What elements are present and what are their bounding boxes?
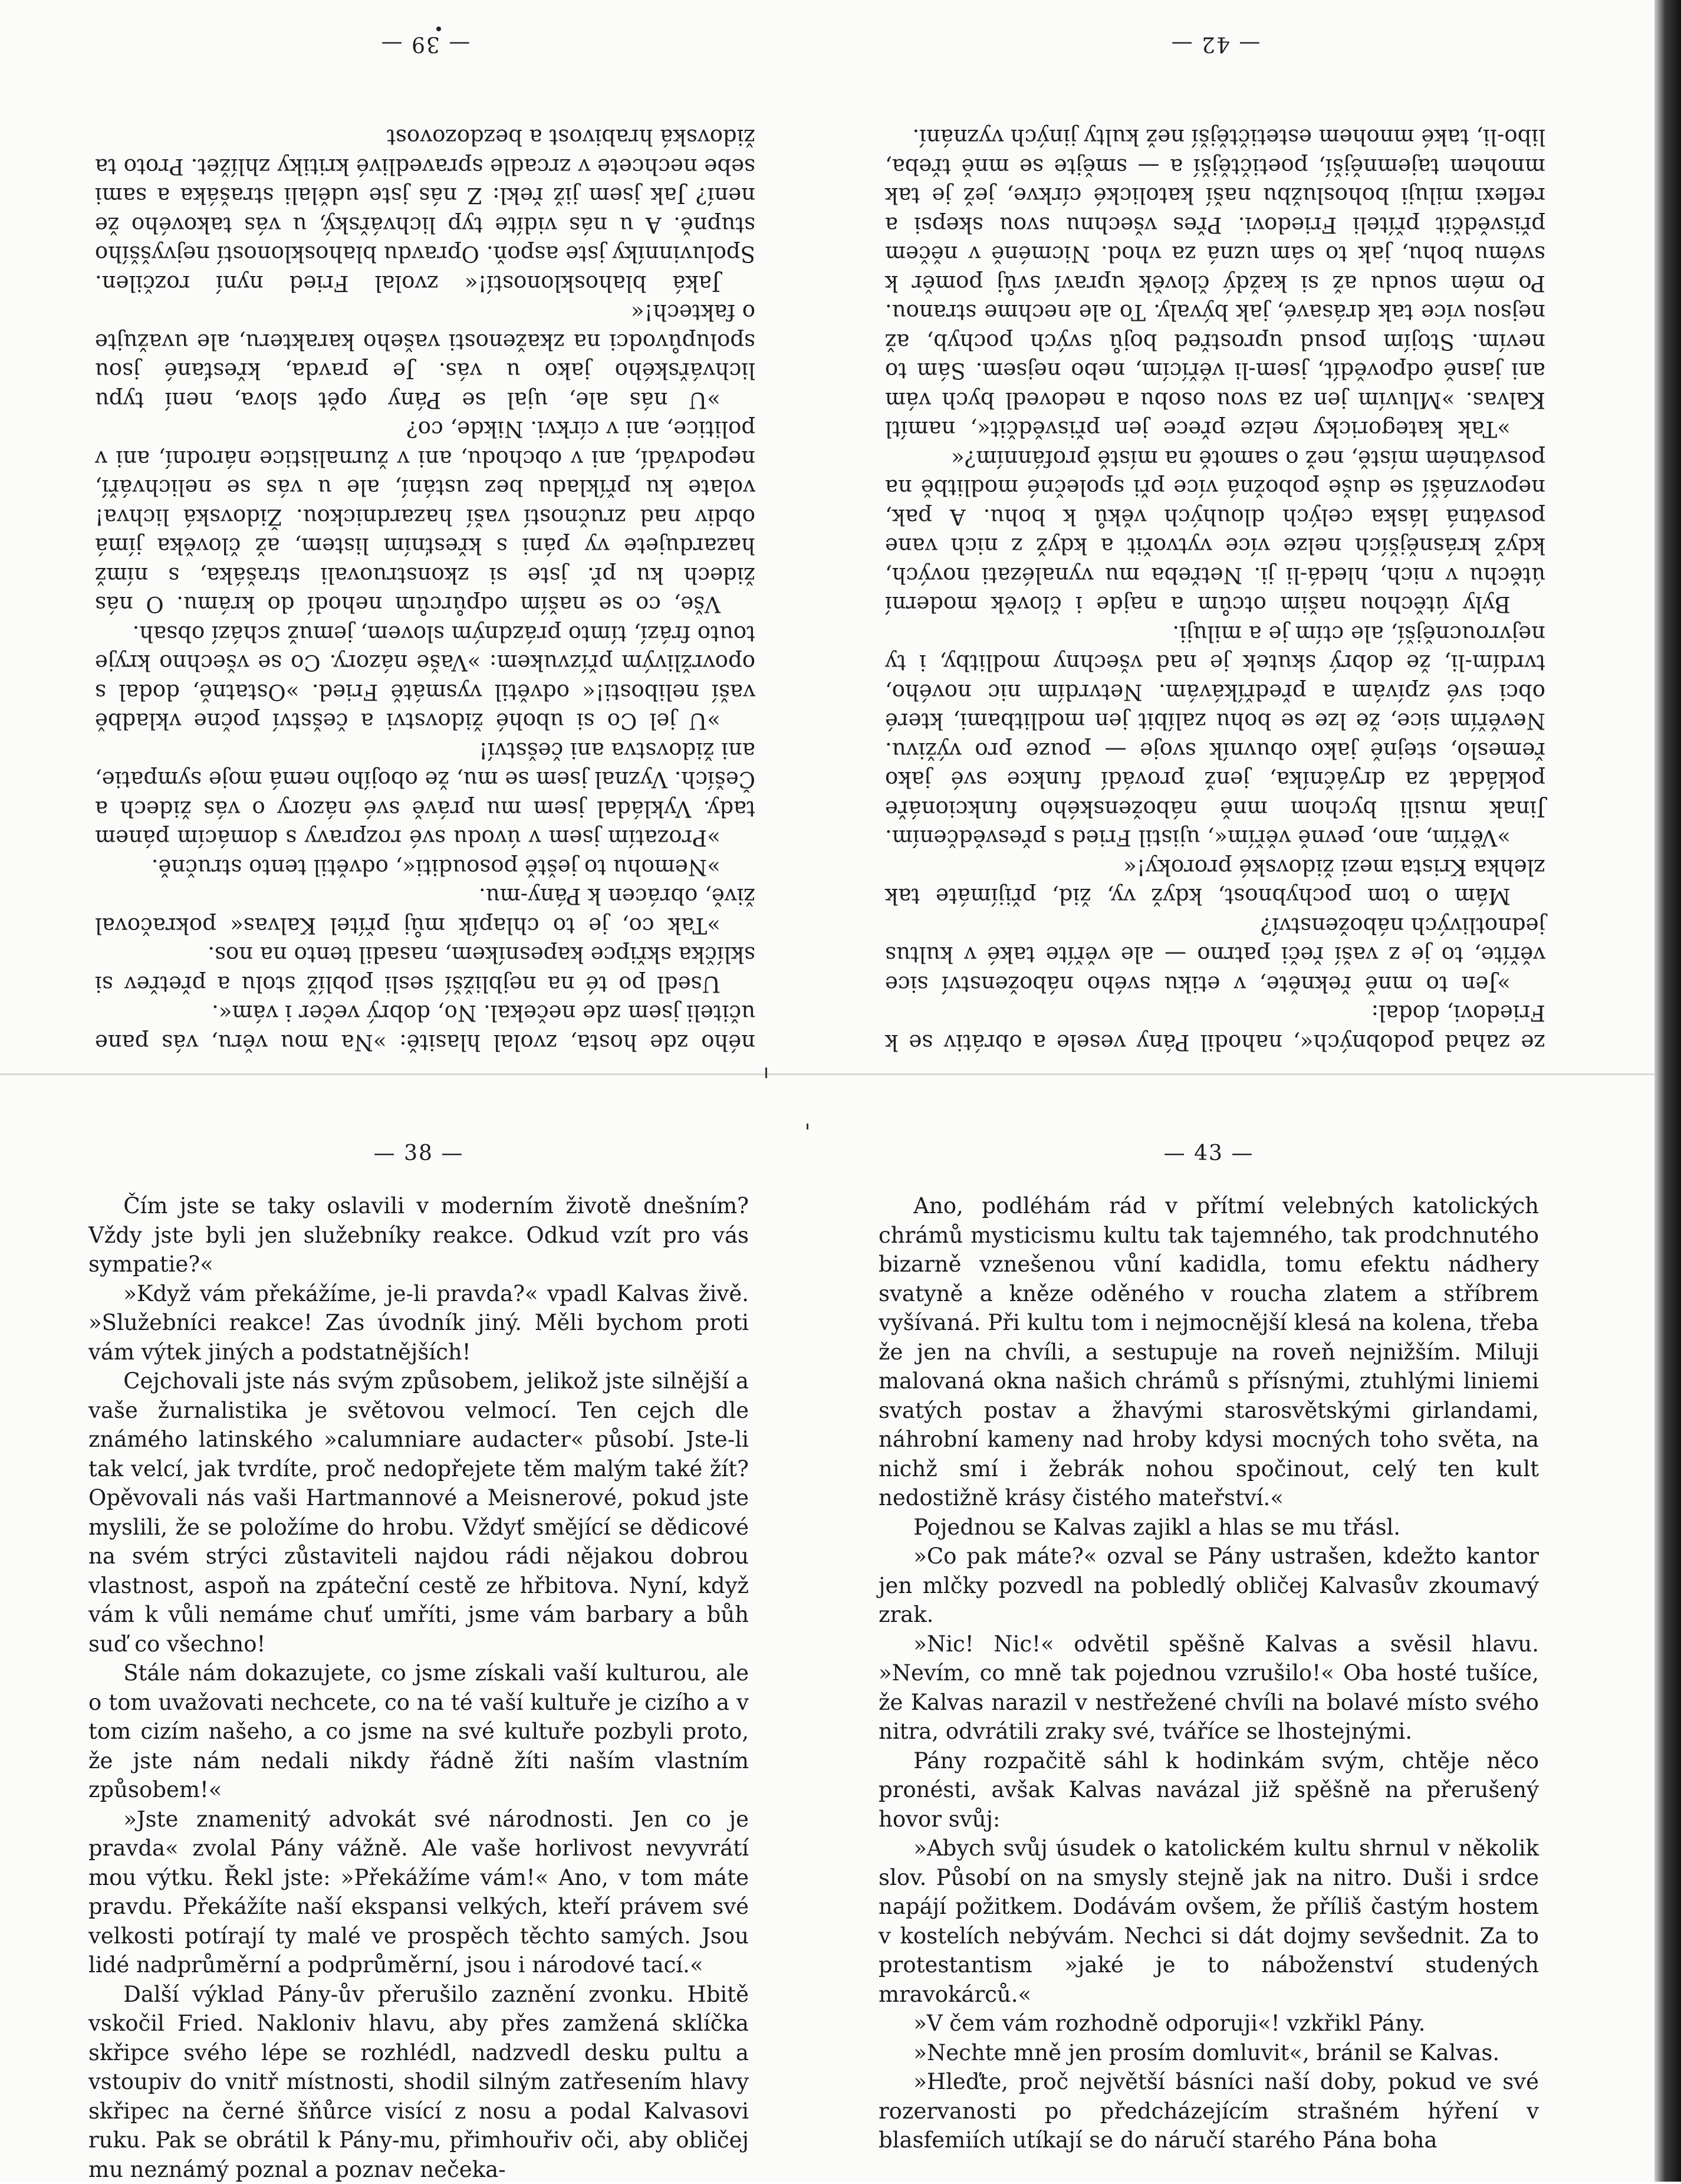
page-42-paragraph: »Věřím, ano, pevně věřím«, ujistil Fried s přesvědčením. Jinak musili bychom mně náboženského funkcionáře pokládat za dryáčníka, jenž provádí funkce své jako řemeslo, stejně jako obuvník svoje — pouze pro výživu. Nevěřím sice, že lze se bohu zalíbit jen modlitbami, které obci své zpívám a předříkávám. Netvrdím nic nového, tvrdím-li, že dobrý skutek je nad všechny modlitby, i ty nejvroucnější, ale ctím je a miluji. [885,619,1545,853]
page-39-paragraph: Jaká blahoskloností!« zvolal Fried nyní rozčilen. Spoluvinníky jste aspoň. Opravdu blahoskloností nejvyššího stupně. A u nás vidíte typ lichvářský, u vás takového že není? Jak jsem již řekl: Z nás jste udělali strašáka a sami sebe nechcete v zrcadle spravedlivé kritiky zhlížet. Proto ta židovská hrabivost a bezdozovost [95,123,755,298]
page-39-paragraph: »Prozatím jsem v úvodu své rozpravy s domácím pánem tady. Vykládal jsem mu právě své názory o vás židech a Češích. Vyznal jsem se mu, že obojího nemá moje sympatie, ani židovstva ani češství! [95,736,755,853]
page-38-paragraph: »Když vám překážíme, je-li pravda?« vpadl Kalvas živě. »Služebníci reakce! Zas úvodník jiný. Měli bychom proti vám výtek jiných a podstatnějších! [88,1279,749,1367]
page-39-paragraph: »U jel Co si ubohé židovstvi a češství počne vkladbě vaší nelibosti!« odvětil vysmátě Fried. »Ostatně, dodal s opovržlivým přízvukem: »Vaše názory. Co se všechno kryje touto frází, tímto prázdným slovem, jemuž schází obsah. [95,619,755,736]
scanner-edge-shadow [1654,0,1681,2182]
page-43-paragraph: »Hleďte, proč největší básníci naší doby, pokud ve své rozervanosti po předcházejícím strašném hýření v blasfemiích utíkají se do náručí starého Pána boha [879,2067,1539,2155]
page-43-paragraph: »V čem vám rozhodně odporuji«! vzkřikl Pány. [879,2009,1539,2038]
page-39-paragraph: Vše, co se naším odpůrcům nehodí do krámu. O nás židech ku př. jste si zkonstruovali strašáka, s nímž hazardujete vy páni s křesťním listem, až člověka jímá obdiv nad zručností vaší hazardnickou. Židovská lichva! volate ku příkladu bez ustání, ale u vás se nelichváří, nepodvádí, ani v obchodu, ani v žurnalistice národní, ani v politice, ani v církvi. Nikde, co? [95,415,755,619]
page-43-paragraph: Ano, podléhám rád v přítmí velebných katolických chrámů mysticismu kultu tak tajemného, tak prodchnutého bizarně vznešenou vůní kadidla, tomu efektu nádhery svatyně a kněze oděného v roucha zlatem a stříbrem vyšívaná. Při kultu tom i nejmocnější klesá na kolena, třeba že jen na chvíli, a sestupuje na roveň nejnižším. Miluji malovaná okna našich chrámů s přísnými, ztuhlými liniemi svatých postav a žhavými starosvětskými girlandami, náhrobní kameny nad hroby kdysi mocných toho světa, na nichž smí i žebrák nohou spočinout, celý ten kult nedostižně krásy čistého mateřství.« [879,1191,1539,1513]
upper-half-upside-down [0,0,1654,1073]
page-38-paragraph: Další výklad Pány-ův přerušilo zaznění zvonku. Hbitě vskočil Fried. Nakloniv hlavu, aby přes zamžená sklíčka skřipce svého lépe se rozhlédl, nadzvedl desku pultu a vstoupiv do vnitř místnosti, shodil silným zatřesením hlavy skřipec na černé šňůrce visící z nosu a podal Kalvasovi ruku. Pak se obrátil k Pány-mu, přimhouřiv oči, aby obličej mu neznámý poznal a poznav nečeka- [88,1980,749,2184]
page-38-paragraph: Čím jste se taky oslavili v moderním životě dnešním? Vždy jste byli jen služebníky reakce. Odkud vzít pro vás sympatie?« [88,1191,749,1279]
page-39-text [95,123,755,1057]
ink-speck [436,27,441,31]
page-42-paragraph: Byly útěchou našim otcům a najde i člověk moderní útěchu v nich, hledá-li ji. Netřeba mu vynalézati nových, když krásnějších nelze více vytvořit a když z nich vane posvátná láska celých dlouhých věků k bohu. A pak, nepovznáší se duše pobožná více při společné modlitbě na posvátném místě, než o samotě na místě profánním?« [885,444,1545,619]
page-38-paragraph: Stále nám dokazujete, co jsme získali vaší kulturou, ale o tom uvažovati nechcete, co na té vaší kultuře je cizího a v tom cizím našeho, a co jsme na své kultuře pozbyli proto, že jste nám nedali nikdy řádně žíti naším vlastním způsobem!« [88,1658,749,1805]
page-39-paragraph: Usedl po té na nejbližší sesli poblíž stolu a přetřev si sklíčka skřipce kapesníkem, nasadil tento na nos. [95,940,755,999]
page-42-paragraph: ze zahad podobných«, nahodil Pány vesele a obrátiv se k Friedovi, dodal: [885,999,1545,1057]
page-38-paragraph: Cejchovali jste nás svým způsobem, jelikož jste silnější a vaše žurnalistika je světovou velmocí. Ten cejch dle známého latinského »calumniare audacter« působí. Jste-li tak velcí, jak tvrdíte, proč nedopřejete těm malým také žít? Opěvovali nás vaši Hartmannové a Meisnerové, pokud jste myslili, že se položíme do hrobu. Vždyť smějící se dědicové na svém strýci zůstaviteli najdou rádi nějakou dobrou vlastnost, aspoň na zpáteční cestě ze hřbitova. Nyní, když vám k vůli nemáme chuť umříti, jsme vám barbary a bůh suď co všechno! [88,1367,749,1658]
page-number-39: — 39 — [95,32,755,56]
page-43-text [879,1191,1539,2155]
page-38-text [88,1191,749,2184]
page-39-paragraph: »Tak co, je to chlapík můj přítel Kalvas« pokračoval živě, obrácen k Pány-mu. [95,882,755,940]
page-number-38: — 38 — [88,1141,749,1165]
page-39-paragraph: »Nemohu to ještě posouditi«, odvětil tento stručně. [95,853,755,882]
page-43-paragraph: Pojednou se Kalvas zajikl a hlas se mu třásl. [879,1513,1539,1542]
page-38-paragraph: »Jste znamenitý advokát své národnosti. Jen co je pravda« zvolal Pány vážně. Ale vaše horlivost nevyvrátí mou výtku. Řekl jste: »Překážíme vám!« Ano, v tom máte pravdu. Překážíte naší ekspansi velkých, kteří právem své velkosti potírají ty malé ve prospěch těchto samých. Jsou lidé nadprůměrní a podprůměrní, jsou i národové tací.« [88,1805,749,1980]
page-43-paragraph: »Co pak máte?« ozval se Pány ustrašen, kdežto kantor jen mlčky pozvedl na pobledlý obličej Kalvasův zkoumavý zrak. [879,1542,1539,1630]
page-43-paragraph: »Nechte mně jen prosím domluvit«, bránil se Kalvas. [879,2038,1539,2068]
page-42-paragraph: Mám o tom pochybnost, když vy, žid, přijímáte tak zlehka Krista mezi židovské proroky!« [885,853,1545,911]
page-43-paragraph: »Abych svůj úsudek o katolickém kultu shrnul v několik slov. Působí on na smysly stejně jak na nitro. Duši i srdce napájí požitkem. Dodávám ovšem, že příliš častým hostem v kostelích nebývám. Nechci si dát dojmy sevšednit. Za to protestantism »jaké je to náboženství studených mravokárců.« [879,1834,1539,2009]
gutter-mark [765,1068,767,1078]
page-39-paragraph: ného zde hosta, zvolal hlasitě: »Na mou věru, vás pane učiteli jsem zde nečekal. No, dobrý večer i vám«. [95,999,755,1057]
fold-line [0,1073,1654,1075]
page-43-paragraph: »Nic! Nic!« odvětil spěšně Kalvas a svěsil hlavu. »Nevím, co mně tak pojednou vzrušilo!« Oba hosté tušíce, že Kalvas narazil v nestřežené chvíli na bolavé místo svého nitra, odvrátili zraky své, tváříce se lhostejnými. [879,1630,1539,1746]
page-number-43: — 43 — [879,1141,1539,1165]
page-number-42: — 42 — [885,32,1545,56]
page-43-paragraph: Pány rozpačitě sáhl k hodinkám svým, chtěje něco pronésti, avšak Kalvas navázal již spěšně na přerušený hovor svůj: [879,1746,1539,1834]
page-42-paragraph: »Tak kategoricky nelze přece jen přisvědčit«, namítl Kalvas. »Mluvím jen za svou osobu a nedovedl bych vám ani jasně odpovědít, jsem-li věřícím, nebo nejsem. Sám to nevím. Stojím posud uprostřed bojů svých pochyb, až nejsou více tak drásavé, jak bývaly. To ale nechme stranou. Po mém soudu až si každý člověk upraví svůj poměr k svému bohu, jak to sám uzná za vhod. Nicméně v něčem přisvědčit příteli Friedovi. Přes všechnu svou skepsi a reflexi miluji bohoslužbu naší katolické církve, jež je tak mnohem tajemnější, poetičtější a — smějte se mně třeba, libo-li, také mnohem estetičtější než kulty jiných vyznání. [885,123,1545,444]
gutter-mark [807,1124,808,1129]
page-42-paragraph: »Jen to mně řekněte, v etiku svého náboženství sice věříte, to je z vaší řeči patrno — ale věříte také v kultus jednotlivých náboženství? [885,911,1545,999]
page-42-text [885,123,1545,1057]
page-39-paragraph: »U nás ale, ujal se Pány opět slova, není typu lichvářského jako u vás. Je pravda, křesťané jsou spolupůvodci na zkaženosti vašeho karakteru, ale uvažujte o faktech!« [95,298,755,415]
